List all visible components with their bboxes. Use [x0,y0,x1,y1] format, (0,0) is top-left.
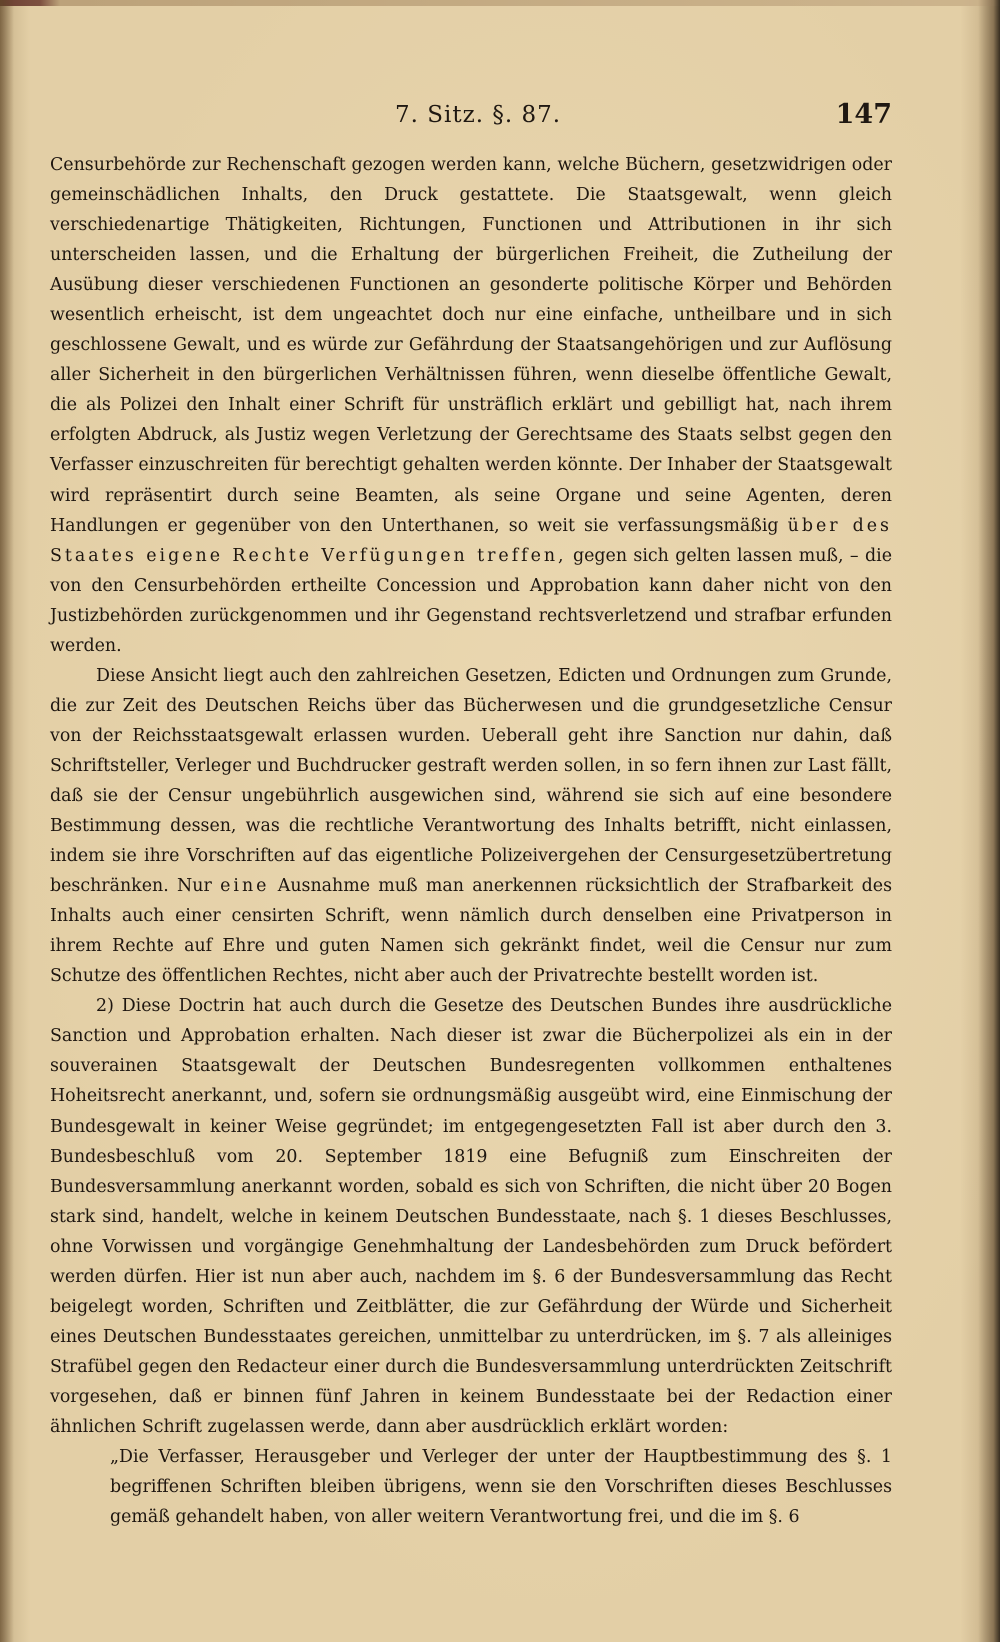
page-number: 147 [835,99,892,130]
paragraph-text: Diese Ansicht liegt auch den zahlreichen Gesetzen, Edicten und Ordnungen zum Grunde, die zur Zeit des Deutschen Reichs über das Bücherwesen und die grundgesetzliche Censur von der Reichsstaatsgewalt erlassen wurden. Ueberall geht ihre Sanction nur dahin, daß Schriftsteller, Verleger und Buchdrucker gestraft werden sollen, in so fern ihnen zur Last fällt, daß sie der Censur ungebührlich ausgewichen sind, während sie sich auf eine besondere Bestimmung dessen, was die rechtliche Verantwortung des Inhalts betrifft, nicht einlassen, indem sie ihre Vorschriften auf das eigentliche Polizeivergehen der Censurgesetzübertretung beschränken. Nur [50,665,892,897]
emphasized-word: eine [220,876,270,897]
paragraph [50,661,892,992]
running-title: 7. Sitz. §. 87. [395,102,562,128]
paragraph-text: Ausnahme muß man anerkennen rücksichtlich der Strafbarkeit des Inhalts auch einer censirten Schrift, wenn nämlich durch denselben eine Privatperson in ihrem Rechte auf Ehre und guten Namen sich gekränkt findet, weil die Censur nur zum Schutze des öffentlichen Rechtes, nicht aber auch der Privatrechte bestellt worden ist. [50,876,893,987]
page-top-edge [0,0,1000,6]
binding-shadow [0,0,14,1642]
emphasized-phrase: über des Staates eigene Rechte Verfügungen treffen, [50,515,892,566]
page-right-edge-shadow [978,0,1000,1642]
block-quote: „Die Verfasser, Herausgeber und Verleger der unter der Hauptbestimmung des §. 1 begriffenen Schriften bleiben übrigens, wenn sie den Vorschriften dieses Beschlusses gemäß gehandelt haben, von aller weitern Verantwortung frei, und die im §. 6 [110,1447,892,1528]
page-header [50,99,892,142]
paragraph-continued [50,150,892,661]
numbered-paragraph: 2) Diese Doctrin hat auch durch die Gesetze des Deutschen Bundes ihre ausdrückliche Sanction und Approbation erhalten. Nach dieser ist zwar die Bücherpolizei als ein in der souverainen Staatsgewalt der Deutschen Bundesregenten vollkommen enthaltenes Hoheitsrecht anerkannt, und, sofern sie ordnungsmäßig ausgeübt wird, eine Einmischung der Bundesgewalt in keiner Weise gegründet; im entgegengesetzten Fall ist aber durch den 3. Bundesbeschluß vom 20. September 1819 eine Befugniß zum Einschreiten der Bundesversammlung anerkannt worden, sobald es sich von Schriften, die nicht über 20 Bogen stark sind, handelt, welche in keinem Deutschen Bundesstaate, nach §. 1 dieses Beschlusses, ohne Vorwissen und vorgängige Genehmhaltung der Landesbehörden zum Druck befördert werden dürfen. Hier ist nun aber auch, nachdem im §. 6 der Bundesversammlung das Recht beigelegt worden, Schriften und Zeitblätter, die zur Gefährdung der Würde und Sicherheit eines Deutschen Bundesstaates gereichen, unmittelbar zu unterdrücken, im §. 7 als alleiniges Strafübel gegen den Redacteur einer durch die Bundesversammlung unterdrückten Zeitschrift vorgesehen, daß er binnen fünf Jahren in keinem Bundesstaate bei der Redaction einer ähnlichen Schrift zugelassen werde, dann aber ausdrücklich erklärt worden: [50,996,892,1437]
paragraph-text: gegen sich gelten lassen muß, – die von den Censurbehörden ertheilte Concession und Approbation kann daher nicht von den Justizbehörden zurückgenommen und ihr Gegenstand rechtsverletzend und strafbar erfunden werden. [50,545,892,656]
body-text [50,150,892,1532]
paragraph-text: Censurbehörde zur Rechenschaft gezogen werden kann, welche Büchern, gesetzwidrigen oder gemeinschädlichen Inhalts, den Druck gestattete. Die Staatsgewalt, wenn gleich verschiedenartige Thätigkeiten, Richtungen, Functionen und Attributionen in ihr sich unterscheiden lassen, und die Erhaltung der bürgerlichen Freiheit, die Zutheilung der Ausübung dieser verschiedenen Functionen an gesonderte politische Körper und Behörden wesentlich erheischt, ist dem ungeachtet doch nur eine einfache, untheilbare und in sich geschlossene Gewalt, und es würde zur Gefährdung der Staatsangehörigen und zur Auflösung aller Sicherheit in den bürgerlichen Verhältnissen führen, wenn dieselbe öffentliche Gewalt, die als Polizei den Inhalt einer Schrift für unsträflich erklärt und gebilligt hat, nach ihrem erfolgten Abdruck, als Justiz wegen Verletzung der Gerechtsame des Staats selbst gegen den Verfasser einzuschreiten für berechtigt gehalten werden könnte. Der Inhaber der Staatsgewalt wird repräsentirt durch seine Beamten, als seine Organe und seine Agenten, deren Handlungen er gegenüber von den Unterthanen, so weit sie verfassungsmäßig [50,155,892,536]
